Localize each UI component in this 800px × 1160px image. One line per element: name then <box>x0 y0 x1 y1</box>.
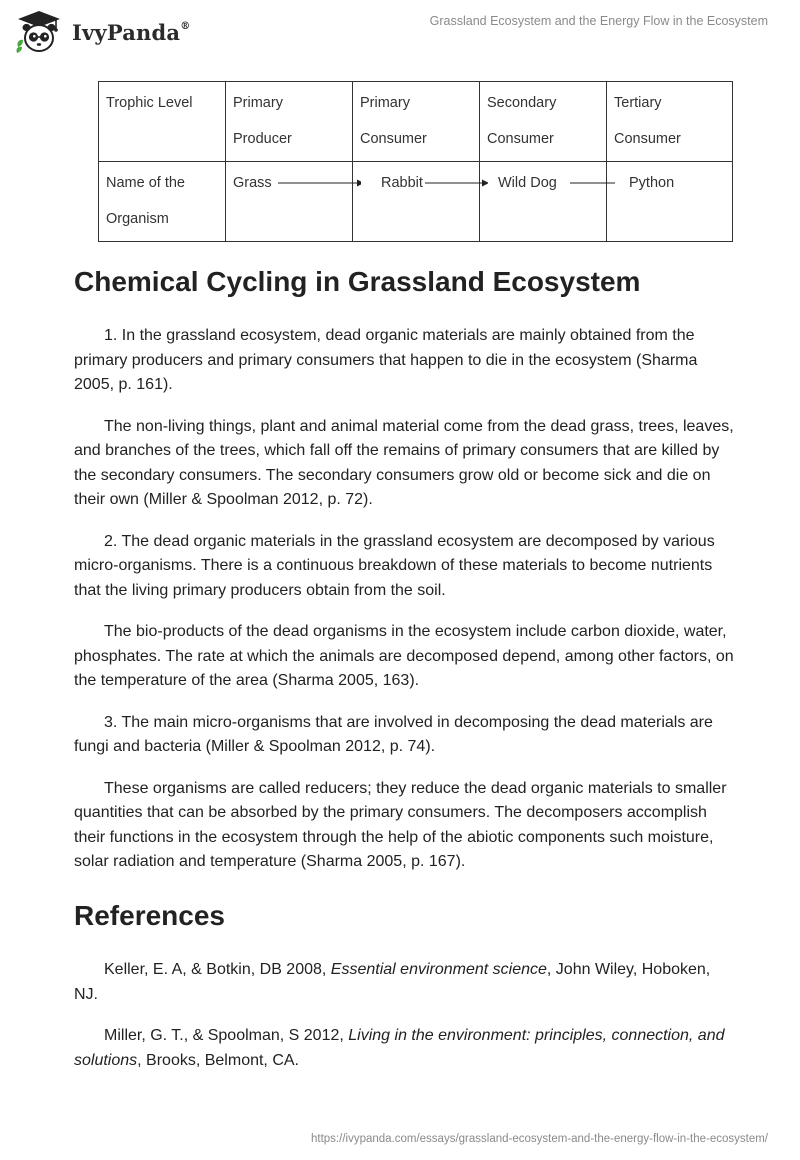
table-cell: Trophic Level <box>99 82 226 162</box>
paragraph: The bio-products of the dead organisms in the ecosystem include carbon dioxide, water, phosphates. The rate at which the animals are decomposed depend, among other factors, on the temperature of the area (Sharma 2005, 163). <box>74 623 734 689</box>
paragraph: These organisms are called reducers; they reduce the dead organic materials to smaller quantities that can be absorbed by the primary consumers. The decomposers accomplish their functions in the ecosystem through the help of the abiotic components such moisture, solar radiation and temperature (Sharma 2005, p. 167). <box>74 779 727 870</box>
ivypanda-logo[interactable] <box>14 9 190 55</box>
reference-item: Keller, E. A, & Botkin, DB 2008, Essential environment science, John Wiley, Hoboken, NJ. <box>74 961 711 1003</box>
section-body <box>74 324 734 892</box>
section-heading: Chemical Cycling in Grassland Ecosystem <box>74 266 641 297</box>
organism-wild-dog: Wild Dog <box>498 175 557 191</box>
table-cell: Secondary Consumer <box>480 82 607 162</box>
table-cell: Name of the Organism <box>99 162 226 242</box>
document-title: Grassland Ecosystem and the Energy Flow in the Ecosystem <box>429 14 768 28</box>
table-cell: Primary Producer <box>226 82 353 162</box>
source-url-link[interactable]: https://ivypanda.com/essays/grassland-ecosystem-and-the-energy-flow-in-the-ecosystem/ <box>311 1133 768 1145</box>
paragraph: 3. The main micro-organisms that are involved in decomposing the dead materials are fungi and bacteria (Miller & Spoolman 2012, p. 74). <box>74 713 713 755</box>
table-cell: Primary Consumer <box>353 82 480 162</box>
paragraph: The non-living things, plant and animal material come from the dead grass, trees, leaves, and branches of the trees, which fall off the remains of primary consumers that are killed by the secondary consumers. The secondary consumers grow old or become sick and die on their own (Miller & Spoolman 2012, p. 72). <box>74 417 734 508</box>
table-cell <box>607 162 733 242</box>
panda-graduate-icon <box>14 9 64 55</box>
table-row <box>99 82 733 162</box>
table-cell <box>480 162 607 242</box>
table-cell <box>226 162 353 242</box>
arrow-right-icon <box>480 162 615 202</box>
organism-rabbit: Rabbit <box>381 175 423 191</box>
reference-item: Miller, G. T., & Spoolman, S 2012, Living in the environment: principles, connection, and solutions, Brooks, Belmont, CA. <box>74 1027 725 1069</box>
arrow-right-icon <box>226 162 361 202</box>
references-heading: References <box>74 900 225 931</box>
paragraph: 2. The dead organic materials in the grassland ecosystem are decomposed by various micro-organisms. There is a continuous breakdown of these materials to become nutrients that the living primary producers obtain from the soil. <box>74 532 715 599</box>
organism-python: Python <box>629 175 675 191</box>
brand-name: IvyPanda® <box>72 19 191 45</box>
organism-grass: Grass <box>233 175 272 191</box>
trophic-level-table <box>98 81 733 242</box>
references-list <box>74 958 734 1090</box>
table-row <box>99 162 733 242</box>
table-cell <box>353 162 480 242</box>
paragraph: 1. In the grassland ecosystem, dead organic materials are mainly obtained from the primary producers and primary consumers that happen to die in the ecosystem (Sharma 2005, p. 161). <box>74 327 698 393</box>
arrow-right-icon <box>353 162 488 202</box>
table-cell: Tertiary Consumer <box>607 82 733 162</box>
page-header <box>0 0 800 60</box>
